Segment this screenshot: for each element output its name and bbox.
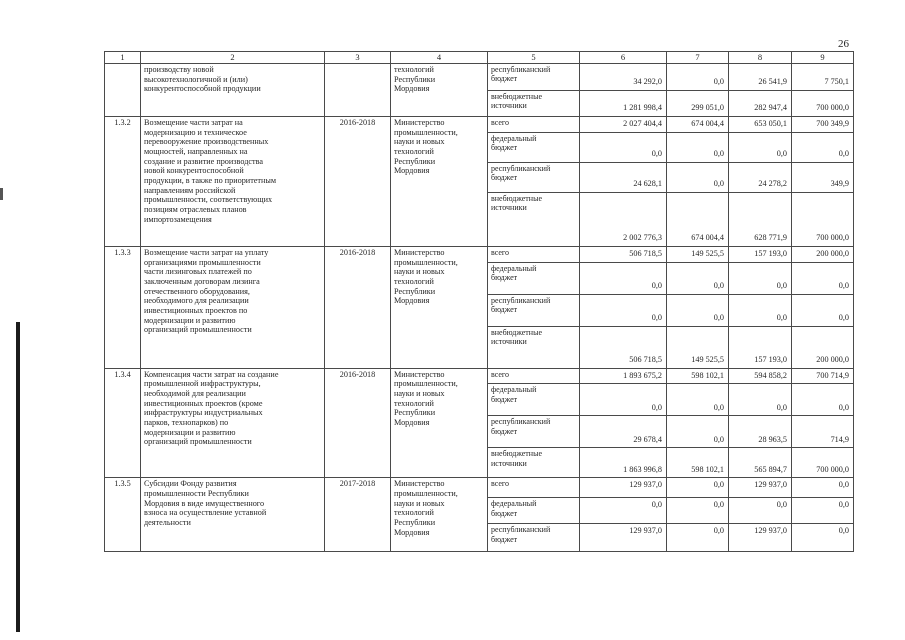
amount-2016: 0,0 xyxy=(667,524,729,552)
table-row xyxy=(105,368,854,384)
amount-2016: 0,0 xyxy=(667,133,729,163)
amount-2017: 0,0 xyxy=(729,133,792,163)
amount-2016: 0,0 xyxy=(667,478,729,498)
amount-total: 29 678,4 xyxy=(580,416,667,448)
amount-2017: 565 894,7 xyxy=(729,448,792,478)
table-row xyxy=(105,64,854,91)
amount-2017: 0,0 xyxy=(729,294,792,326)
amount-total: 1 893 675,2 xyxy=(580,368,667,384)
funding-source: федеральный бюджет xyxy=(488,498,580,524)
amount-2016: 149 525,5 xyxy=(667,326,729,368)
funding-source: федеральный бюджет xyxy=(488,133,580,163)
measure-executor: Министерство промышленности, науки и новых технологий Республики Мордовия xyxy=(391,247,488,369)
column-number: 6 xyxy=(580,52,667,64)
amount-2016: 0,0 xyxy=(667,498,729,524)
amount-2016: 149 525,5 xyxy=(667,247,729,263)
amount-total: 0,0 xyxy=(580,384,667,416)
amount-2018: 714,9 xyxy=(792,416,854,448)
funding-source: республиканский бюджет xyxy=(488,64,580,91)
column-number: 8 xyxy=(729,52,792,64)
funding-source: внебюджетные источники xyxy=(488,326,580,368)
column-number-row xyxy=(105,52,854,64)
funding-source: внебюджетные источники xyxy=(488,448,580,478)
amount-2016: 0,0 xyxy=(667,416,729,448)
amount-total: 34 292,0 xyxy=(580,64,667,91)
amount-total: 506 718,5 xyxy=(580,247,667,263)
funding-source: внебюджетные источники xyxy=(488,193,580,247)
column-number: 1 xyxy=(105,52,141,64)
measure-code: 1.3.5 xyxy=(105,478,141,552)
amount-2018: 200 000,0 xyxy=(792,326,854,368)
amount-2018: 0,0 xyxy=(792,294,854,326)
financing-table xyxy=(104,51,854,552)
funding-source: федеральный бюджет xyxy=(488,384,580,416)
amount-2017: 28 963,5 xyxy=(729,416,792,448)
column-number: 7 xyxy=(667,52,729,64)
measure-period: 2016-2018 xyxy=(325,117,391,247)
amount-2017: 129 937,0 xyxy=(729,524,792,552)
amount-2016: 0,0 xyxy=(667,294,729,326)
funding-source: республиканский бюджет xyxy=(488,294,580,326)
scan-edge-mark xyxy=(0,188,3,200)
measure-name: Компенсация части затрат на создание промышленной инфраструктуры, необходимой для реализации инвестиционных проектов (кроме инфраструктуры индустриальных парков, технопарков) по модернизации и развитию организаций промышленности xyxy=(141,368,325,478)
amount-2018: 700 000,0 xyxy=(792,448,854,478)
amount-2017: 0,0 xyxy=(729,384,792,416)
amount-2018: 700 349,9 xyxy=(792,117,854,133)
column-number: 4 xyxy=(391,52,488,64)
amount-2016: 0,0 xyxy=(667,384,729,416)
measure-period: 2016-2018 xyxy=(325,368,391,478)
amount-2017: 157 193,0 xyxy=(729,247,792,263)
amount-total: 2 027 404,4 xyxy=(580,117,667,133)
amount-2017: 129 937,0 xyxy=(729,478,792,498)
amount-2018: 0,0 xyxy=(792,498,854,524)
measure-executor: Министерство промышленности, науки и новых технологий Республики Мордовия xyxy=(391,117,488,247)
funding-source: внебюджетные источники xyxy=(488,91,580,117)
table-row xyxy=(105,247,854,263)
amount-2016: 0,0 xyxy=(667,163,729,193)
amount-total: 2 002 776,3 xyxy=(580,193,667,247)
amount-2017: 282 947,4 xyxy=(729,91,792,117)
measure-executor: Министерство промышленности, науки и новых технологий Республики Мордовия xyxy=(391,478,488,552)
amount-2018: 7 750,1 xyxy=(792,64,854,91)
amount-total: 0,0 xyxy=(580,262,667,294)
funding-source: всего xyxy=(488,478,580,498)
measure-code: 1.3.3 xyxy=(105,247,141,369)
measure-period xyxy=(325,64,391,117)
amount-2016: 674 004,4 xyxy=(667,117,729,133)
amount-2017: 594 858,2 xyxy=(729,368,792,384)
amount-total: 24 628,1 xyxy=(580,163,667,193)
amount-2016: 0,0 xyxy=(667,262,729,294)
column-number: 3 xyxy=(325,52,391,64)
measure-period: 2017-2018 xyxy=(325,478,391,552)
amount-total: 506 718,5 xyxy=(580,326,667,368)
amount-2017: 0,0 xyxy=(729,262,792,294)
amount-2018: 0,0 xyxy=(792,262,854,294)
amount-2017: 157 193,0 xyxy=(729,326,792,368)
amount-2016: 299 051,0 xyxy=(667,91,729,117)
amount-2017: 26 541,9 xyxy=(729,64,792,91)
amount-2018: 0,0 xyxy=(792,524,854,552)
amount-total: 129 937,0 xyxy=(580,478,667,498)
measure-name: Субсидии Фонду развития промышленности Республики Мордовия в виде имущественного взноса на осуществление уставной деятельности xyxy=(141,478,325,552)
amount-2016: 674 004,4 xyxy=(667,193,729,247)
amount-2018: 700 000,0 xyxy=(792,193,854,247)
amount-2017: 24 278,2 xyxy=(729,163,792,193)
amount-2018: 200 000,0 xyxy=(792,247,854,263)
column-number: 2 xyxy=(141,52,325,64)
amount-2016: 598 102,1 xyxy=(667,368,729,384)
measure-period: 2016-2018 xyxy=(325,247,391,369)
amount-total: 129 937,0 xyxy=(580,524,667,552)
amount-2018: 349,9 xyxy=(792,163,854,193)
column-number: 9 xyxy=(792,52,854,64)
amount-2018: 700 000,0 xyxy=(792,91,854,117)
amount-2017: 628 771,9 xyxy=(729,193,792,247)
measure-code xyxy=(105,64,141,117)
amount-2016: 598 102,1 xyxy=(667,448,729,478)
amount-total: 0,0 xyxy=(580,498,667,524)
amount-2018: 700 714,9 xyxy=(792,368,854,384)
table-row xyxy=(105,117,854,133)
measure-name: Возмещение части затрат на уплату организациями промышленности части лизинговых платежей по заключенным договорам лизинга отечественного оборудования, необходимого для реализации инвестиционных проектов по модернизации и развитию организаций промышленности xyxy=(141,247,325,369)
amount-2017: 653 050,1 xyxy=(729,117,792,133)
measure-executor: технологий Республики Мордовия xyxy=(391,64,488,117)
measure-code: 1.3.2 xyxy=(105,117,141,247)
amount-2017: 0,0 xyxy=(729,498,792,524)
measure-name: производству новой высокотехнологичной и (или) конкурентоспособной продукции xyxy=(141,64,325,117)
table-row xyxy=(105,478,854,498)
funding-source: республиканский бюджет xyxy=(488,524,580,552)
funding-source: всего xyxy=(488,368,580,384)
binding-edge-mark xyxy=(16,322,20,632)
amount-total: 1 281 998,4 xyxy=(580,91,667,117)
funding-source: республиканский бюджет xyxy=(488,416,580,448)
funding-source: республиканский бюджет xyxy=(488,163,580,193)
funding-source: всего xyxy=(488,117,580,133)
funding-source: федеральный бюджет xyxy=(488,262,580,294)
amount-2018: 0,0 xyxy=(792,133,854,163)
funding-source: всего xyxy=(488,247,580,263)
measure-name: Возмещение части затрат на модернизацию и техническое перевооружение производственных мощностей, направленных на создание и развитие производства новой конкурентоспособной продукции, в также по приоритетным направлениям российской промышленности, соответствующих позициям отраслевых планов импортозамещения xyxy=(141,117,325,247)
amount-2016: 0,0 xyxy=(667,64,729,91)
amount-total: 0,0 xyxy=(580,133,667,163)
amount-total: 0,0 xyxy=(580,294,667,326)
amount-2018: 0,0 xyxy=(792,478,854,498)
measure-executor: Министерство промышленности, науки и новых технологий Республики Мордовия xyxy=(391,368,488,478)
amount-2018: 0,0 xyxy=(792,384,854,416)
page-number: 26 xyxy=(838,38,849,50)
column-number: 5 xyxy=(488,52,580,64)
measure-code: 1.3.4 xyxy=(105,368,141,478)
amount-total: 1 863 996,8 xyxy=(580,448,667,478)
